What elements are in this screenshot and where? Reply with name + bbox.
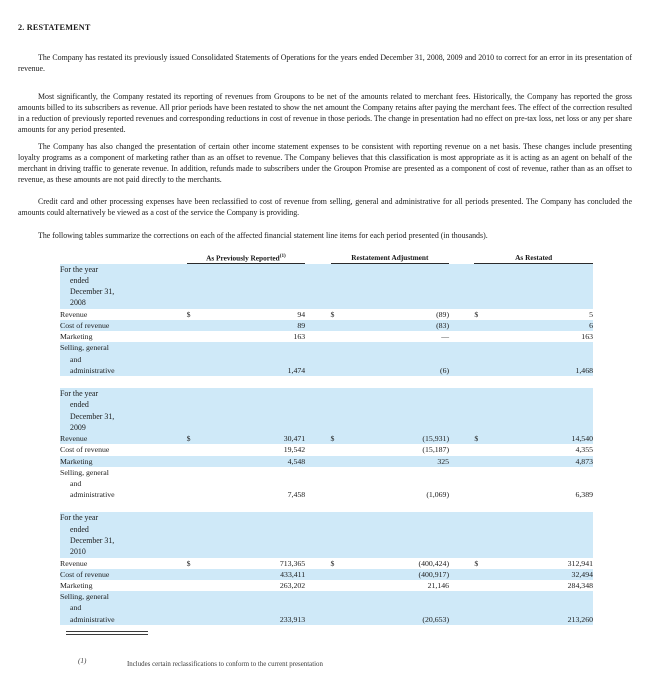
table-row bbox=[60, 591, 593, 602]
table-cell-empty bbox=[353, 342, 449, 353]
table-cell-empty bbox=[305, 478, 330, 489]
table-cell-empty bbox=[474, 602, 496, 613]
table-period-heading-line: 2010 bbox=[70, 547, 86, 557]
restatement-table-wrapper bbox=[60, 249, 593, 625]
table-value-previously-reported: 89 bbox=[209, 320, 305, 331]
table-value-restatement-adjustment: (1,069) bbox=[353, 489, 449, 500]
table-value-restatement-adjustment: (89) bbox=[353, 309, 449, 320]
table-cell-empty bbox=[353, 376, 449, 388]
table-currency-symbol-restatement-adjustment: $ bbox=[331, 558, 353, 569]
table-currency-symbol-as-restated: $ bbox=[474, 558, 496, 569]
table-row-label: and bbox=[60, 354, 187, 365]
table-currency-symbol-as-restated bbox=[474, 569, 496, 580]
table-cell-empty bbox=[331, 591, 353, 602]
table-row-label: and bbox=[60, 478, 187, 489]
table-cell-empty bbox=[497, 354, 593, 365]
table-cell-empty bbox=[331, 376, 353, 388]
table-period-heading bbox=[60, 264, 187, 309]
table-cell-empty bbox=[353, 602, 449, 613]
table-section-spacer bbox=[60, 500, 593, 512]
table-cell-empty bbox=[305, 591, 330, 602]
table-value-restatement-adjustment: (15,931) bbox=[353, 433, 449, 444]
table-cell-empty bbox=[497, 591, 593, 602]
table-value-previously-reported: 263,202 bbox=[209, 580, 305, 591]
table-currency-symbol-as-restated bbox=[474, 489, 496, 500]
table-cell-empty bbox=[474, 376, 496, 388]
table-cell-gap bbox=[305, 614, 330, 625]
table-currency-symbol-previously-reported: $ bbox=[187, 558, 209, 569]
table-cell-empty bbox=[353, 500, 449, 512]
table-cell-gap bbox=[305, 365, 330, 376]
table-period-heading-line: For the year bbox=[60, 513, 99, 523]
table-cell-gap bbox=[305, 580, 330, 591]
table-value-previously-reported: 713,365 bbox=[209, 558, 305, 569]
table-cell-empty bbox=[497, 376, 593, 388]
table-cell-empty bbox=[331, 354, 353, 365]
table-cell-empty bbox=[305, 512, 330, 557]
table-row-label: Cost of revenue bbox=[60, 569, 187, 580]
table-cell-empty bbox=[209, 591, 305, 602]
table-currency-symbol-as-restated bbox=[474, 456, 496, 467]
table-cell-empty bbox=[331, 467, 353, 478]
table-cell-empty bbox=[305, 500, 330, 512]
table-period-heading-line: ended bbox=[70, 275, 89, 285]
footnote-text: Includes certain reclassifications to conform to the current presentation bbox=[127, 661, 323, 668]
table-row bbox=[60, 331, 593, 342]
table-cell-gap bbox=[305, 456, 330, 467]
table-currency-symbol-as-restated bbox=[474, 365, 496, 376]
table-currency-symbol-previously-reported bbox=[187, 365, 209, 376]
paragraph-3: The Company has also changed the presentation of certain other income statement expenses to be consistent with reporting revenue on a net basis. These changes include presenting loyalty programs as a component of marketing rather than as an offset to revenue. The Company believes that this classification is most appropriate as it is acting as an agent on behalf of the merchant in driving traffic to generate revenue. In addition, refunds made to subscribers under the Groupon Promise are presented as a component of cost of revenue, rather than as an offset to revenue, as these amounts are not paid directly to the merchants. bbox=[18, 141, 632, 185]
table-value-as-restated: 32,494 bbox=[497, 569, 593, 580]
table-cell-empty bbox=[187, 264, 209, 309]
table-period-heading-line: December 31, bbox=[70, 535, 115, 545]
table-cell-empty bbox=[209, 354, 305, 365]
table-value-as-restated: 4,873 bbox=[497, 456, 593, 467]
table-row bbox=[60, 309, 593, 320]
table-cell-empty bbox=[209, 264, 305, 309]
table-value-as-restated: 14,540 bbox=[497, 433, 593, 444]
table-value-as-restated: 1,468 bbox=[497, 365, 593, 376]
footnote-marker: (1) bbox=[78, 657, 87, 665]
column-header-previously-reported-label: As Previously Reported bbox=[206, 253, 280, 262]
table-period-heading-line: ended bbox=[70, 524, 89, 534]
table-row bbox=[60, 614, 593, 625]
table-cell-empty bbox=[474, 512, 496, 557]
footnote-superscript-icon: (1) bbox=[279, 252, 286, 259]
table-cell-empty bbox=[474, 342, 496, 353]
table-currency-symbol-previously-reported bbox=[187, 614, 209, 625]
table-currency-symbol-restatement-adjustment bbox=[331, 614, 353, 625]
table-section-spacer bbox=[60, 376, 593, 388]
table-row bbox=[60, 433, 593, 444]
table-cell-empty bbox=[305, 354, 330, 365]
table-value-previously-reported: 433,411 bbox=[209, 569, 305, 580]
table-cell-empty bbox=[187, 467, 209, 478]
table-currency-symbol-restatement-adjustment bbox=[331, 320, 353, 331]
table-cell-empty bbox=[353, 264, 449, 309]
table-cell-empty bbox=[449, 591, 474, 602]
table-cell-empty bbox=[449, 500, 474, 512]
table-row-label: Marketing bbox=[60, 580, 187, 591]
table-value-restatement-adjustment: (15,187) bbox=[353, 444, 449, 455]
table-currency-symbol-restatement-adjustment bbox=[331, 444, 353, 455]
table-currency-symbol-previously-reported bbox=[187, 456, 209, 467]
table-currency-symbol-previously-reported bbox=[187, 569, 209, 580]
table-currency-symbol-restatement-adjustment: $ bbox=[331, 433, 353, 444]
table-value-restatement-adjustment: — bbox=[353, 331, 449, 342]
table-row bbox=[60, 602, 593, 613]
column-header-previously-reported bbox=[187, 249, 306, 264]
table-cell-gap bbox=[449, 331, 474, 342]
table-currency-symbol-restatement-adjustment bbox=[331, 580, 353, 591]
table-cell-empty bbox=[474, 388, 496, 433]
table-row bbox=[60, 444, 593, 455]
table-period-heading-line: 2008 bbox=[70, 298, 86, 308]
table-cell-gap bbox=[305, 444, 330, 455]
table-header-row bbox=[60, 249, 593, 264]
table-period-heading-line: 2009 bbox=[70, 422, 86, 432]
table-row bbox=[60, 569, 593, 580]
table-value-previously-reported: 7,458 bbox=[209, 489, 305, 500]
table-value-restatement-adjustment: 325 bbox=[353, 456, 449, 467]
table-cell-empty bbox=[474, 500, 496, 512]
table-period-heading-line: December 31, bbox=[70, 411, 115, 421]
table-row-label: and bbox=[60, 602, 187, 613]
table-value-as-restated: 213,260 bbox=[497, 614, 593, 625]
page-title: 2. RESTATEMENT bbox=[18, 23, 91, 32]
table-row bbox=[60, 342, 593, 353]
table-cell-empty bbox=[497, 467, 593, 478]
table-currency-symbol-previously-reported bbox=[187, 489, 209, 500]
table-cell-empty bbox=[209, 512, 305, 557]
table-cell-empty bbox=[187, 591, 209, 602]
table-cell-empty bbox=[187, 512, 209, 557]
table-cell-empty bbox=[305, 264, 330, 309]
table-row-label: administrative bbox=[60, 489, 187, 500]
table-value-as-restated: 312,941 bbox=[497, 558, 593, 569]
table-row bbox=[60, 580, 593, 591]
table-cell-empty bbox=[305, 467, 330, 478]
table-value-previously-reported: 1,474 bbox=[209, 365, 305, 376]
table-value-as-restated: 284,348 bbox=[497, 580, 593, 591]
table-value-previously-reported: 4,548 bbox=[209, 456, 305, 467]
table-cell-empty bbox=[353, 354, 449, 365]
table-period-heading-row bbox=[60, 388, 593, 433]
table-currency-symbol-as-restated bbox=[474, 614, 496, 625]
table-value-as-restated: 163 bbox=[497, 331, 593, 342]
table-currency-symbol-restatement-adjustment bbox=[331, 489, 353, 500]
table-cell-gap bbox=[449, 444, 474, 455]
table-cell-gap bbox=[449, 580, 474, 591]
table-cell-gap bbox=[449, 320, 474, 331]
table-cell-empty bbox=[331, 342, 353, 353]
table-value-restatement-adjustment: (83) bbox=[353, 320, 449, 331]
table-cell-empty bbox=[305, 388, 330, 433]
table-period-heading bbox=[60, 388, 187, 433]
table-cell-gap bbox=[449, 456, 474, 467]
table-period-heading-line: For the year bbox=[60, 388, 99, 398]
table-cell-gap bbox=[449, 489, 474, 500]
table-cell-empty bbox=[449, 376, 474, 388]
table-cell-gap bbox=[449, 614, 474, 625]
table-cell-empty bbox=[331, 512, 353, 557]
table-cell-empty bbox=[209, 388, 305, 433]
table-currency-symbol-as-restated bbox=[474, 331, 496, 342]
table-row-label: Marketing bbox=[60, 456, 187, 467]
table-currency-symbol-as-restated: $ bbox=[474, 433, 496, 444]
table-cell-empty bbox=[209, 602, 305, 613]
table-currency-symbol-previously-reported bbox=[187, 444, 209, 455]
table-cell-empty bbox=[449, 467, 474, 478]
table-cell-empty bbox=[331, 478, 353, 489]
table-cell-empty bbox=[305, 602, 330, 613]
table-row bbox=[60, 558, 593, 569]
table-cell-empty bbox=[497, 342, 593, 353]
table-row bbox=[60, 354, 593, 365]
table-cell-empty bbox=[187, 388, 209, 433]
table-currency-symbol-previously-reported: $ bbox=[187, 309, 209, 320]
table-cell-empty bbox=[353, 467, 449, 478]
table-cell-gap bbox=[305, 433, 330, 444]
table-currency-symbol-as-restated: $ bbox=[474, 309, 496, 320]
table-cell-empty bbox=[449, 354, 474, 365]
table-cell-empty bbox=[187, 602, 209, 613]
table-cell-empty bbox=[474, 354, 496, 365]
table-header bbox=[60, 249, 593, 264]
table-value-as-restated: 6,389 bbox=[497, 489, 593, 500]
table-cell-empty bbox=[497, 388, 593, 433]
table-value-restatement-adjustment: (400,424) bbox=[353, 558, 449, 569]
table-value-previously-reported: 163 bbox=[209, 331, 305, 342]
table-cell-gap bbox=[449, 433, 474, 444]
table-row-label: administrative bbox=[60, 614, 187, 625]
header-gap-2 bbox=[449, 249, 474, 264]
restatement-table bbox=[60, 249, 593, 625]
column-header-restatement-adjustment: Restatement Adjustment bbox=[331, 249, 450, 264]
table-cell-gap bbox=[305, 320, 330, 331]
table-value-previously-reported: 19,542 bbox=[209, 444, 305, 455]
table-cell-empty bbox=[474, 478, 496, 489]
table-value-as-restated: 6 bbox=[497, 320, 593, 331]
paragraph-1: The Company has restated its previously issued Consolidated Statements of Operations for the years ended December 31, 2008, 2009 and 2010 to correct for an error in its presentation of revenue. bbox=[18, 52, 632, 73]
table-period-heading-line: December 31, bbox=[70, 287, 115, 297]
table-value-restatement-adjustment: (400,917) bbox=[353, 569, 449, 580]
table-cell-gap bbox=[305, 309, 330, 320]
table-period-heading-line: For the year bbox=[60, 264, 99, 274]
table-cell-gap bbox=[449, 309, 474, 320]
table-cell-empty bbox=[497, 264, 593, 309]
paragraph-5: The following tables summarize the corrections on each of the affected financial statement line items for each period presented (in thousands). bbox=[38, 230, 488, 240]
table-row bbox=[60, 467, 593, 478]
table-cell-empty bbox=[353, 591, 449, 602]
table-currency-symbol-as-restated bbox=[474, 444, 496, 455]
table-currency-symbol-as-restated bbox=[474, 320, 496, 331]
table-row-label: Revenue bbox=[60, 558, 187, 569]
table-row-label: Marketing bbox=[60, 331, 187, 342]
table-row-label: Selling, general bbox=[60, 342, 187, 353]
table-currency-symbol-as-restated bbox=[474, 580, 496, 591]
table-row bbox=[60, 489, 593, 500]
table-row bbox=[60, 320, 593, 331]
table-row-label: Revenue bbox=[60, 433, 187, 444]
table-period-heading bbox=[60, 512, 187, 557]
table-cell-gap bbox=[305, 558, 330, 569]
table-currency-symbol-restatement-adjustment bbox=[331, 569, 353, 580]
table-cell-empty bbox=[187, 478, 209, 489]
table-currency-symbol-previously-reported bbox=[187, 331, 209, 342]
table-value-previously-reported: 30,471 bbox=[209, 433, 305, 444]
table-row bbox=[60, 456, 593, 467]
table-cell-empty bbox=[187, 354, 209, 365]
table-row-label: Cost of revenue bbox=[60, 320, 187, 331]
table-cell-empty bbox=[449, 388, 474, 433]
table-cell-gap bbox=[449, 569, 474, 580]
table-cell-empty bbox=[353, 512, 449, 557]
table-cell-gap bbox=[449, 558, 474, 569]
table-cell-empty bbox=[187, 342, 209, 353]
table-bottom-rule bbox=[66, 631, 148, 635]
table-cell-empty bbox=[449, 602, 474, 613]
table-cell-empty bbox=[449, 478, 474, 489]
table-row-label: Selling, general bbox=[60, 591, 187, 602]
table-cell-empty bbox=[497, 602, 593, 613]
table-cell-empty bbox=[353, 388, 449, 433]
table-value-previously-reported: 233,913 bbox=[209, 614, 305, 625]
table-value-restatement-adjustment: 21,146 bbox=[353, 580, 449, 591]
table-cell-empty bbox=[331, 500, 353, 512]
table-row bbox=[60, 478, 593, 489]
table-cell-empty bbox=[449, 264, 474, 309]
table-currency-symbol-restatement-adjustment: $ bbox=[331, 309, 353, 320]
table-currency-symbol-restatement-adjustment bbox=[331, 456, 353, 467]
table-cell-gap bbox=[449, 365, 474, 376]
table-period-heading-line: ended bbox=[70, 400, 89, 410]
table-value-as-restated: 4,355 bbox=[497, 444, 593, 455]
table-value-previously-reported: 94 bbox=[209, 309, 305, 320]
table-body bbox=[60, 264, 593, 625]
table-value-restatement-adjustment: (6) bbox=[353, 365, 449, 376]
table-row-label: administrative bbox=[60, 365, 187, 376]
table-cell-empty bbox=[331, 388, 353, 433]
table-period-heading-row bbox=[60, 264, 593, 309]
table-period-heading-row bbox=[60, 512, 593, 557]
table-cell-empty bbox=[209, 500, 305, 512]
table-currency-symbol-restatement-adjustment bbox=[331, 331, 353, 342]
table-cell-empty bbox=[353, 478, 449, 489]
paragraph-2: Most significantly, the Company restated its reporting of revenues from Groupons to be net of the amounts related to merchant fees. Historically, the Company has reported the gross amounts billed to its subscribers as revenue. All prior periods have been restated to show the net amount the Company retains after paying the merchant fees. The effect of the correction resulted in a reduction of previously reported revenues and corresponding reductions in cost of revenue in those periods. The change in presentation had no effect on pre-tax loss, net loss or any per share amounts for any period presented. bbox=[18, 91, 632, 135]
table-row-label: Cost of revenue bbox=[60, 444, 187, 455]
table-cell-empty bbox=[187, 376, 209, 388]
table-cell-empty bbox=[209, 467, 305, 478]
table-cell-empty bbox=[474, 264, 496, 309]
table-currency-symbol-previously-reported bbox=[187, 320, 209, 331]
table-cell-empty bbox=[449, 342, 474, 353]
header-spacer bbox=[60, 249, 187, 264]
table-cell-empty bbox=[331, 602, 353, 613]
table-cell-empty bbox=[60, 500, 187, 512]
table-cell-empty bbox=[209, 342, 305, 353]
table-cell-empty bbox=[209, 376, 305, 388]
column-header-as-restated: As Restated bbox=[474, 249, 593, 264]
table-row-label: Selling, general bbox=[60, 467, 187, 478]
table-row bbox=[60, 365, 593, 376]
table-currency-symbol-previously-reported bbox=[187, 580, 209, 591]
table-cell-empty bbox=[497, 512, 593, 557]
table-cell-empty bbox=[474, 467, 496, 478]
table-cell-empty bbox=[60, 376, 187, 388]
table-cell-empty bbox=[474, 591, 496, 602]
table-row-label: Revenue bbox=[60, 309, 187, 320]
table-value-restatement-adjustment: (20,653) bbox=[353, 614, 449, 625]
table-cell-empty bbox=[497, 478, 593, 489]
table-cell-empty bbox=[305, 342, 330, 353]
table-currency-symbol-restatement-adjustment bbox=[331, 365, 353, 376]
table-cell-empty bbox=[331, 264, 353, 309]
table-cell-gap bbox=[305, 331, 330, 342]
table-cell-empty bbox=[209, 478, 305, 489]
table-currency-symbol-previously-reported: $ bbox=[187, 433, 209, 444]
table-cell-empty bbox=[497, 500, 593, 512]
table-value-as-restated: 5 bbox=[497, 309, 593, 320]
table-cell-empty bbox=[449, 512, 474, 557]
paragraph-4: Credit card and other processing expenses have been reclassified to cost of revenue from selling, general and administrative for all periods presented. The Company has concluded the amounts could alternatively be viewed as a cost of the service the Company is providing. bbox=[18, 196, 632, 217]
table-cell-gap bbox=[305, 489, 330, 500]
table-cell-gap bbox=[305, 569, 330, 580]
header-gap-1 bbox=[305, 249, 330, 264]
table-cell-empty bbox=[305, 376, 330, 388]
table-cell-empty bbox=[187, 500, 209, 512]
